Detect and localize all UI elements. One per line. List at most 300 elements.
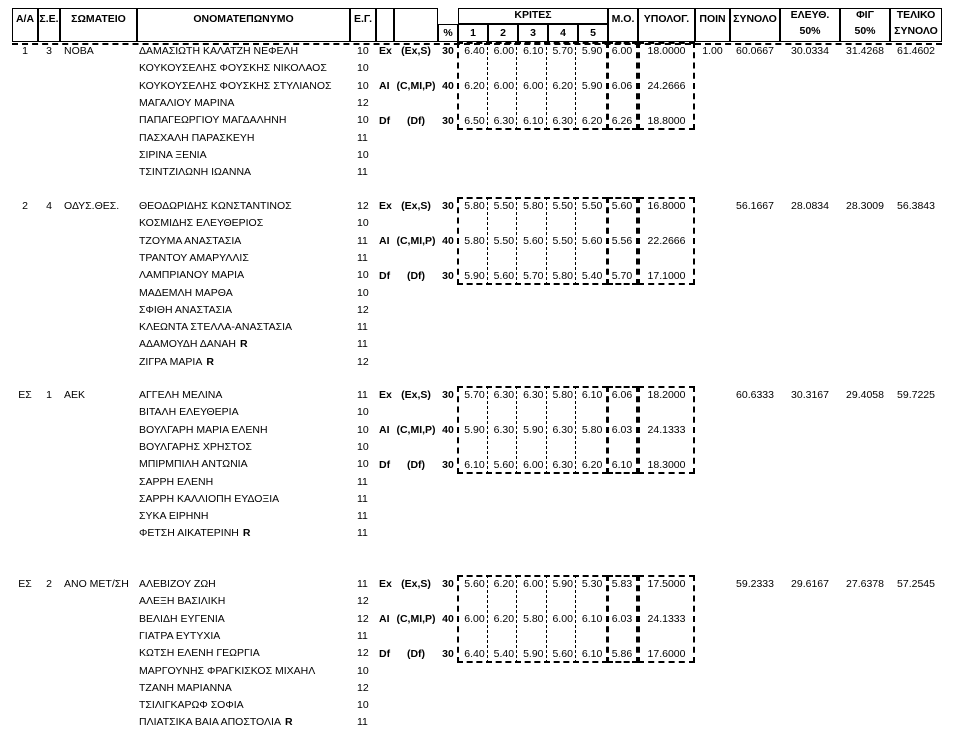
judge-score: 5.60 [493,459,515,471]
score-code: Ex [379,389,392,401]
score-mo: 6.00 [611,45,633,57]
score-desc: (C,MI,P) [396,613,436,625]
team-club: ΝΟΒΑ [64,45,94,57]
team-fig: 28.3009 [846,200,884,212]
athlete-name-text: ΑΓΓΕΛΗ ΜΕΛΙΝΑ [139,389,223,401]
judges-separator [575,42,576,130]
header-club-label: ΣΩΜΑΤΕΙΟ [71,13,126,25]
judge-score: 5.50 [552,235,573,247]
athlete-eg: 11 [357,338,368,351]
score-pct: 40 [442,80,454,92]
team-fig: 27.6378 [846,578,884,590]
score-desc: (C,MI,P) [396,424,436,436]
score-calc: 18.3000 [647,459,686,471]
athlete-name-text: ΤΖΟΥΜΑ ΑΝΑΣΤΑΣΙΑ [139,234,242,247]
team-eleuth: 29.6167 [791,578,829,590]
judge-score: 5.60 [523,235,544,247]
judge-score: 5.90 [523,424,544,436]
judge-score: 6.40 [464,45,485,57]
judge-score: 6.00 [523,578,544,590]
athlete-eg: 10 [357,664,369,677]
score-pct: 30 [442,578,454,590]
header-fig-label: ΦΙΓ [856,9,874,21]
athlete-eg: 10 [357,62,369,75]
judge-score: 5.40 [581,270,603,282]
score-mo: 5.60 [611,200,633,212]
header-fig-pct: 50% [854,25,876,37]
judges-dashed-box [457,197,608,285]
score-mo: 5.70 [611,270,633,282]
athlete-name [139,338,248,351]
mo-dashed-box [607,197,638,285]
judge-score: 6.10 [464,459,485,471]
score-desc: (C,MI,P) [396,80,436,92]
judges-separator [575,386,576,474]
judge-score: 6.20 [464,80,485,92]
athlete-name [139,217,263,230]
header-eg-label: Ε.Γ. [354,13,372,25]
judge-score: 6.00 [523,459,544,471]
score-pct: 40 [442,424,454,436]
score-calc: 24.1333 [647,613,686,625]
judge-score: 6.10 [581,613,603,625]
team-club: ΑΝΟ ΜΕΤ/ΣΗ [64,578,129,590]
athlete-eg: 10 [357,114,369,127]
score-mo: 6.10 [611,459,633,471]
athlete-name [139,458,248,471]
athlete-name [139,510,209,523]
athlete-name [139,493,279,506]
athlete-name-text: ΠΛΙΑΤΣΙΚΑ ΒΑΙΑ ΑΠΟΣΤΟΛΙΑ [139,716,281,729]
team-se: 4 [46,200,52,212]
athlete-eg: 12 [357,355,369,368]
judge-score: 5.90 [581,45,603,57]
score-pct: 40 [442,235,454,247]
athlete-name-text: ΚΟΥΚΟΥΣΕΛΗΣ ΦΟΥΣΚΗΣ ΝΙΚΟΛΑΟΣ [139,62,327,75]
score-desc: (C,MI,P) [396,235,436,247]
athlete-name [139,665,315,678]
judge-score: 6.00 [493,80,515,92]
calc-dashed-box [638,575,695,663]
athlete-name [139,647,260,660]
score-code: Df [379,270,391,282]
athlete-name-text: ΠΑΣΧΑΛΗ ΠΑΡΑΣΚΕΥΗ [139,131,255,144]
judges-separator [487,42,488,130]
judge-score: 6.00 [493,45,515,57]
athlete-name [139,699,244,712]
athlete-eg: 11 [357,716,368,729]
score-desc: (Df) [406,270,426,282]
judges-separator [516,575,517,663]
athlete-name-text: ΣΑΡΡΗ ΚΑΛΛΙΟΠΗ ΕΥΔΟΞΙΑ [139,492,280,505]
score-mo: 5.83 [611,578,633,590]
judge-score: 6.30 [493,424,515,436]
judge-score: 5.80 [552,389,573,401]
judge-score: 5.70 [464,389,485,401]
athlete-name-text: ΚΩΤΣΗ ΕΛΕΝΗ ΓΕΩΡΓΙΑ [139,647,260,660]
judge-score: 6.10 [581,389,603,401]
score-code: Df [379,648,391,660]
judge-score: 5.80 [523,200,544,212]
score-calc: 24.1333 [647,424,686,436]
athlete-eg: 12 [357,96,369,109]
athlete-eg: 10 [357,148,369,161]
athlete-name [139,80,332,93]
athlete-eg: 10 [357,458,369,471]
athlete-name-text: ΒΕΛΙΔΗ ΕΥΓΕΝΙΑ [139,612,225,625]
athlete-eg: 11 [357,578,368,590]
athlete-name [139,287,233,300]
judge-score: 5.80 [464,200,485,212]
athlete-name [139,45,298,58]
header-se-label: Σ.Ε. [39,13,59,25]
team-se: 1 [46,389,52,401]
team-fig: 29.4058 [846,389,884,401]
athlete-name [139,527,250,540]
header-mo-label: Μ.Ο. [611,13,635,25]
judge-score: 5.30 [581,578,603,590]
athlete-name [139,476,213,489]
athlete-eg: 11 [357,389,368,401]
judges-separator [516,197,517,285]
header-pct-label: % [443,27,453,39]
judge-score: 5.70 [523,270,544,282]
mo-dashed-box [607,42,638,130]
athlete-name-text: ΒΟΥΛΓΑΡΗΣ ΧΡΗΣΤΟΣ [139,440,252,453]
athlete-name [139,252,249,265]
athlete-name-text: ΜΑΓΑΛΙΟΥ ΜΑΡΙΝΑ [139,96,235,109]
judge-score: 6.20 [493,578,515,590]
judge-score: 6.20 [493,613,515,625]
athlete-name-text: ΒΙΤΑΛΗ ΕΛΕΥΘΕΡΙΑ [139,406,239,419]
team-club: ΟΔΥΣ.ΘΕΣ. [64,200,120,212]
reserve-marker: R [239,338,248,351]
judge-score: 6.30 [552,424,573,436]
judges-separator [487,575,488,663]
judge-score: 6.00 [464,613,485,625]
judge-score: 6.40 [464,648,485,660]
athlete-name [139,389,222,402]
header-name-label: ΟΝΟΜΑΤΕΠΩΝΥΜΟ [193,13,294,25]
judges-separator [546,575,547,663]
header-aa-label: Α/Α [15,13,35,25]
athlete-name [139,149,207,162]
athlete-eg: 11 [357,321,368,334]
score-desc: (Ex,S) [401,45,431,57]
athlete-name-text: ΣΥΚΑ ΕΙΡΗΝΗ [139,510,209,523]
score-code: AI [379,424,390,436]
athlete-name [139,132,255,145]
judges-separator [516,42,517,130]
athlete-eg: 11 [357,234,368,247]
judge-score: 5.50 [581,200,603,212]
judge-score: 6.20 [581,115,603,127]
athlete-name-text: ΣΑΡΡΗ ΕΛΕΝΗ [139,475,214,488]
team-se: 3 [46,45,52,57]
score-mo: 6.06 [611,80,633,92]
header-judge-1: 1 [470,27,476,39]
athlete-name [139,166,251,179]
score-pct: 30 [442,200,454,212]
team-teliko: 57.2545 [897,578,935,590]
athlete-eg: 11 [357,475,368,488]
judge-score: 5.80 [523,613,544,625]
athlete-name-text: ΤΣΙΛΙΓΚΑΡΩΦ ΣΟΦΙΑ [139,699,244,712]
judge-score: 5.90 [523,648,544,660]
athlete-name [139,321,292,334]
team-synolo: 59.2333 [736,578,774,590]
judge-score: 5.60 [552,648,573,660]
judge-score: 5.50 [493,200,515,212]
judges-separator [487,197,488,285]
score-code: AI [379,80,390,92]
score-pct: 30 [442,459,454,471]
judge-score: 5.50 [493,235,515,247]
reserve-marker: R [206,355,214,368]
athlete-name-text: ΜΑΡΓΟΥΝΗΣ ΦΡΑΓΚΙΣΚΟΣ ΜΙΧΑΗΛ [139,664,316,677]
athlete-name-text: ΜΑΔΕΜΛΗ ΜΑΡΘΑ [139,286,233,299]
judge-score: 5.60 [493,270,515,282]
team-club: ΑΕΚ [64,389,86,401]
score-mo: 6.06 [611,389,633,401]
judges-separator [546,42,547,130]
judge-score: 5.50 [552,200,573,212]
score-desc: (Ex,S) [401,578,431,590]
team-aa: ΕΣ [18,578,32,590]
score-code: Ex [379,45,392,57]
judge-score: 5.80 [464,235,485,247]
team-teliko: 56.3843 [897,200,935,212]
score-calc: 17.5000 [647,578,686,590]
athlete-name-text: ΒΟΥΛΓΑΡΗ ΜΑΡΙΑ ΕΛΕΝΗ [139,423,268,436]
judge-score: 6.00 [552,613,573,625]
score-calc: 18.2000 [647,389,686,401]
athlete-eg: 10 [357,406,369,419]
judges-separator [516,386,517,474]
mo-dashed-box [607,386,638,474]
judges-separator [546,386,547,474]
judge-score: 5.60 [464,578,485,590]
athlete-name [139,441,252,454]
athlete-eg: 12 [357,200,369,212]
score-mo: 6.26 [611,115,633,127]
header-judge-4: 4 [560,27,566,39]
athlete-eg: 11 [357,166,368,179]
athlete-name [139,406,239,419]
score-desc: (Df) [406,459,426,471]
judge-score: 6.20 [552,80,573,92]
score-pct: 30 [442,389,454,401]
judge-score: 6.30 [552,459,573,471]
judges-dashed-box [457,386,608,474]
score-code: Df [379,459,391,471]
athlete-name-text: ΑΛΕΒΙΖΟΥ ΖΩΗ [139,578,216,590]
judge-score: 5.90 [464,424,485,436]
calc-dashed-box [638,42,695,130]
score-calc: 17.1000 [647,270,686,282]
header-cell-desc [394,8,438,42]
score-code: Df [379,115,391,127]
team-fig: 31.4268 [846,45,884,57]
athlete-eg: 11 [357,131,368,144]
athlete-eg: 10 [357,45,369,57]
team-se: 2 [46,578,52,590]
athlete-name-text: ΚΛΕΩΝΤΑ ΣΤΕΛΛΑ-ΑΝΑΣΤΑΣΙΑ [139,321,292,334]
athlete-eg: 11 [357,492,368,505]
athlete-eg: 10 [357,423,369,436]
reserve-marker: R [284,716,293,729]
athlete-eg: 12 [357,595,369,608]
judge-score: 6.20 [581,459,603,471]
athlete-eg: 12 [357,612,369,625]
score-pct: 40 [442,613,454,625]
athlete-eg: 10 [357,699,369,712]
team-aa: ΕΣ [18,389,32,401]
team-synolo: 60.6333 [736,389,774,401]
score-calc: 16.8000 [647,200,686,212]
judge-score: 5.90 [552,578,573,590]
judge-score: 6.50 [464,115,485,127]
athlete-name-text: ΔΑΜΑΣΙΩΤΗ ΚΑΛΑΤΖΗ ΝΕΦΕΛΗ [139,45,299,57]
score-code: Ex [379,578,392,590]
score-code: AI [379,613,390,625]
score-mo: 5.86 [611,648,633,660]
mo-dashed-box [607,575,638,663]
score-desc: (Df) [406,648,426,660]
judge-score: 5.80 [552,270,573,282]
team-synolo: 56.1667 [736,200,774,212]
score-pct: 30 [442,648,454,660]
athlete-name [139,235,241,248]
judges-dashed-box [457,575,608,663]
header-cell-code [376,8,394,42]
athlete-name [139,716,293,729]
reserve-marker: R [242,527,251,540]
judge-score: 6.00 [523,80,544,92]
athlete-name-text: ΣΦΙΘΗ ΑΝΑΣΤΑΣΙΑ [139,303,233,316]
athlete-name-text: ΚΟΣΜΙΔΗΣ ΕΛΕΥΘΕΡΙΟΣ [139,217,264,230]
score-desc: (Df) [406,115,426,127]
athlete-name [139,613,225,626]
score-calc: 17.6000 [647,648,686,660]
header-teliko-label-1: ΤΕΛΙΚΟ [896,9,936,21]
athlete-name-text: ΠΑΠΑΓΕΩΡΓΙΟΥ ΜΑΓΔΑΛΗΝΗ [139,114,287,127]
score-pct: 30 [442,270,454,282]
judge-score: 6.30 [552,115,573,127]
judges-separator [546,197,547,285]
athlete-eg: 11 [357,629,368,642]
athlete-name-text: ΑΛΕΞΗ ΒΑΣΙΛΙΚΗ [139,595,226,608]
score-calc: 24.2666 [647,80,686,92]
athlete-name-text: ΜΠΙΡΜΠΙΛΗ ΑΝΤΩΝΙΑ [139,458,248,471]
header-judge-5: 5 [590,27,596,39]
score-calc: 22.2666 [647,235,686,247]
score-mo: 6.03 [611,613,633,625]
header-judges-label: ΚΡΙΤΕΣ [514,9,552,21]
athlete-name-text: ΛΑΜΠΡΙΑΝΟΥ ΜΑΡΙΑ [139,269,245,282]
score-pct: 30 [442,45,454,57]
calc-dashed-box [638,197,695,285]
score-mo: 6.03 [611,424,633,436]
score-desc: (Ex,S) [401,200,431,212]
athlete-eg: 10 [357,286,369,299]
athlete-name [139,356,214,369]
athlete-name-text: ΖΙΓΡΑ ΜΑΡΙΑ [139,355,203,368]
judges-separator [487,386,488,474]
team-synolo: 60.0667 [736,45,774,57]
athlete-name [139,200,292,213]
score-pct: 30 [442,115,454,127]
team-teliko: 61.4602 [897,45,935,57]
athlete-eg: 10 [357,440,369,453]
judges-dashed-box [457,42,608,130]
athlete-name-text: ΦΕΤΣΗ ΑΙΚΑΤΕΡΙΝΗ [139,527,239,540]
judge-score: 6.10 [581,648,603,660]
athlete-name-text: ΤΖΑΝΗ ΜΑΡΙΑΝΝΑ [139,681,232,694]
calc-dashed-box [638,386,695,474]
athlete-eg: 10 [357,79,369,92]
score-calc: 18.8000 [647,115,686,127]
header-poin-label: ΠΟΙΝ [699,13,726,25]
judge-score: 6.30 [493,115,515,127]
judge-score: 6.30 [523,389,544,401]
header-judge-2: 2 [500,27,506,39]
score-code: Ex [379,200,392,212]
athlete-name [139,578,216,591]
athlete-name [139,62,327,75]
athlete-name [139,114,286,127]
team-eleuth: 30.3167 [791,389,829,401]
score-code: AI [379,235,390,247]
athlete-eg: 12 [357,681,369,694]
judge-score: 5.90 [464,270,485,282]
header-judge-3: 3 [530,27,536,39]
athlete-eg: 12 [357,303,369,316]
athlete-name-text: ΤΡΑΝΤΟΥ ΑΜΑΡΥΛΛΙΣ [139,251,249,264]
team-aa: 2 [22,200,28,212]
judge-score: 6.30 [493,389,515,401]
header-synolo-label: ΣΥΝΟΛΟ [733,13,777,25]
athlete-name [139,269,244,282]
score-calc: 18.0000 [647,45,686,57]
judges-separator [575,575,576,663]
team-eleuth: 28.0834 [791,200,829,212]
athlete-name-text: ΘΕΟΔΩΡΙΔΗΣ ΚΩΝΣΤΑΝΤΙΝΟΣ [139,200,292,212]
athlete-eg: 12 [357,647,369,660]
athlete-name [139,630,220,643]
header-teliko-label-2: ΣΥΝΟΛΟ [894,25,938,37]
athlete-eg: 10 [357,269,369,282]
athlete-eg: 11 [357,510,368,523]
judge-score: 5.80 [581,424,603,436]
athlete-name-text: ΣΙΡΙΝΑ ΞΕΝΙΑ [139,148,207,161]
athlete-name-text: ΑΔΑΜΟΥΔΗ ΔΑΝΑΗ [139,338,236,351]
athlete-name-text: ΚΟΥΚΟΥΣΕΛΗΣ ΦΟΥΣΚΗΣ ΣΤΥΛΙΑΝΟΣ [139,79,332,92]
athlete-eg: 11 [357,527,368,540]
team-eleuth: 30.0334 [791,45,829,57]
team-aa: 1 [22,45,28,57]
judge-score: 5.40 [493,648,515,660]
team-teliko: 59.7225 [897,389,935,401]
header-eleuth-label: ΕΛΕΥΘ. [790,9,830,21]
athlete-name-text: ΤΣΙΝΤΖΙΛΩΝΗ ΙΩΑΝΝΑ [139,166,252,179]
judge-score: 5.60 [581,235,603,247]
athlete-eg: 10 [357,217,369,230]
header-eleuth-pct: 50% [799,25,821,37]
athlete-name [139,595,225,608]
score-mo: 5.56 [611,235,633,247]
team-poin: 1.00 [702,45,723,57]
